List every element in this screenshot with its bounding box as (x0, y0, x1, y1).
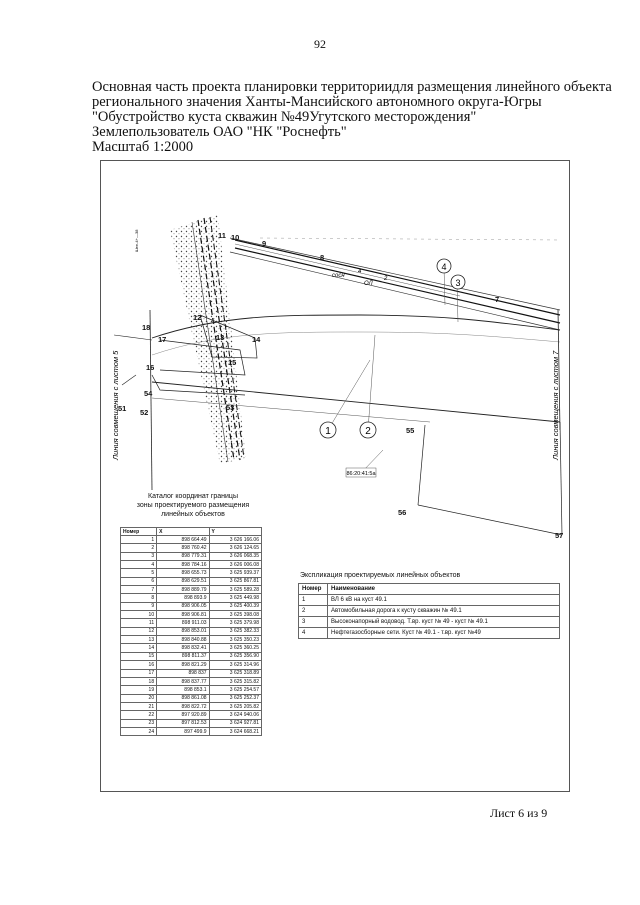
catalog-cell: 12 (121, 627, 157, 635)
catalog-cell: 897 812.53 (157, 719, 209, 727)
point-label-8: 8 (320, 253, 325, 262)
catalog-cell: 898 664.49 (157, 536, 209, 544)
catalog-cell: 898 811.37 (157, 652, 209, 660)
explication-body (299, 595, 560, 639)
svg-text:1: 1 (325, 426, 331, 437)
point-label-56: 56 (398, 508, 407, 517)
catalog-cell: 3 (121, 552, 157, 560)
explication-header-row (299, 584, 560, 595)
table-row (121, 561, 262, 569)
catalog-cell: 3 624 927.81 (209, 719, 261, 727)
explication-header-name: Наименование (328, 584, 560, 595)
document-title (92, 80, 612, 155)
table-row (299, 617, 560, 628)
catalog-cell: 13 (121, 636, 157, 644)
catalog-cell: 3 625 589.28 (209, 586, 261, 594)
catalog-cell: 898 853.01 (157, 627, 209, 635)
catalog-cell: 5 (121, 569, 157, 577)
catalog-cell: 19 (121, 686, 157, 694)
point-label-10: 10 (231, 233, 240, 242)
left-match-label: Линия совмещения с листом 5 (111, 350, 120, 460)
catalog-cell: 898 837 (157, 669, 209, 677)
catalog-cell: 898 861.08 (157, 694, 209, 702)
title-line-1: Основная часть проекта планировки территориидля размещения линейного объекта (92, 79, 612, 95)
catalog-cell: 898 832.41 (157, 644, 209, 652)
point-label-11: 11 (218, 231, 226, 240)
catalog-title-line-3: линейных объектов (161, 511, 225, 518)
svg-text:4: 4 (441, 262, 447, 272)
right-match-label: Линия совмещения с листом 7 (551, 350, 560, 460)
explication-cell: 4 (299, 628, 328, 639)
catalog-cell: 898 784.16 (157, 561, 209, 569)
catalog-cell: 898 629.51 (157, 577, 209, 585)
table-row (121, 627, 262, 635)
catalog-header-row (121, 528, 262, 536)
point-label-54: 53 (226, 403, 235, 412)
catalog-cell: 6 (121, 577, 157, 585)
catalog-cell: 898 822.72 (157, 702, 209, 710)
table-row (121, 719, 262, 727)
catalog-cell: 24 (121, 727, 157, 735)
table-row (121, 611, 262, 619)
point-label-12: 12 (193, 313, 202, 322)
line-mark-2: 2 (384, 276, 388, 282)
point-label-52: 52 (140, 408, 149, 417)
point-label-18: 18 (142, 323, 151, 332)
catalog-cell: 3 626 068.35 (209, 552, 261, 560)
catalog-cell: 897 499.9 (157, 727, 209, 735)
page-number: 92 (314, 37, 326, 51)
catalog-cell: 3 625 356.90 (209, 652, 261, 660)
parcel-label: 86:20:41:5а (346, 471, 376, 477)
point-label-7: 7 (495, 295, 500, 304)
catalog-cell: 11 (121, 619, 157, 627)
catalog-cell: 3 626 124.65 (209, 544, 261, 552)
explication-cell: ВЛ 6 кВ на куст 49.1 (328, 595, 560, 606)
catalog-cell: 897 920.89 (157, 711, 209, 719)
catalog-cell: 3 626 006.08 (209, 561, 261, 569)
catalog-header-number: Номер (121, 528, 157, 536)
catalog-cell: 3 625 400.39 (209, 602, 261, 610)
title-line-4: Землепользователь ОАО "НК "Роснефть" (92, 124, 347, 140)
table-row (121, 644, 262, 652)
explication-cell: 2 (299, 606, 328, 617)
title-line-3: "Обустройство куста скважин №49Угутского месторождения" (92, 109, 477, 125)
catalog-cell: 10 (121, 611, 157, 619)
catalog-cell: 3 625 314.96 (209, 661, 261, 669)
table-row (121, 544, 262, 552)
point-label-9: 9 (262, 239, 267, 248)
point-label-55: 55 (406, 426, 415, 435)
table-row (121, 536, 262, 544)
catalog-cell: 3 625 360.25 (209, 644, 261, 652)
catalog-cell: 898 655.73 (157, 569, 209, 577)
catalog-cell: 1 (121, 536, 157, 544)
point-label-17: 17 (158, 335, 167, 344)
catalog-body (121, 536, 262, 736)
catalog-cell: 898 837.77 (157, 677, 209, 685)
explication-cell: Автомобильная дорога к кусту скважин № 49.1 (328, 606, 560, 617)
explication-title: Экспликация проектируемых линейных объектов (300, 572, 461, 579)
catalog-cell: 3 624 668.21 (209, 727, 261, 735)
table-row (121, 569, 262, 577)
table-row (121, 652, 262, 660)
catalog-cell: 3 625 449.98 (209, 594, 261, 602)
table-row (121, 694, 262, 702)
north-mark: Шен-4+—38 (134, 229, 139, 252)
catalog-cell: 4 (121, 561, 157, 569)
catalog-cell: 898 853.1 (157, 686, 209, 694)
table-row (121, 711, 262, 719)
catalog-cell: 898 906.05 (157, 602, 209, 610)
explication-header-number: Номер (299, 584, 328, 595)
table-row (121, 702, 262, 710)
catalog-cell: 15 (121, 652, 157, 660)
catalog-cell: 20 (121, 694, 157, 702)
table-row (121, 661, 262, 669)
catalog-cell: 21 (121, 702, 157, 710)
line-mark-sosn: сосн (332, 273, 345, 279)
catalog-header-x: X (157, 528, 209, 536)
table-row (121, 586, 262, 594)
point-label-13: 13 (216, 333, 225, 342)
explication-cell: Высоконапорный водовод. Т.вр. куст № 49 - куст № 49.1 (328, 617, 560, 628)
svg-text:3: 3 (455, 278, 461, 288)
point-label-16: 16 (146, 363, 155, 372)
catalog-cell: 3 625 398.08 (209, 611, 261, 619)
table-row (121, 619, 262, 627)
catalog-cell: 8 (121, 594, 157, 602)
catalog-cell: 898 779.31 (157, 552, 209, 560)
table-row (121, 686, 262, 694)
point-label-15: 15 (228, 358, 237, 367)
point-label-51: 51 (118, 404, 127, 413)
table-row (299, 595, 560, 606)
catalog-cell: 3 625 867.81 (209, 577, 261, 585)
table-row (121, 577, 262, 585)
sheet-label: Лист 6 из 9 (490, 806, 548, 820)
catalog-cell: 3 625 252.37 (209, 694, 261, 702)
catalog-cell: 14 (121, 644, 157, 652)
catalog-header-y: Y (209, 528, 261, 536)
catalog-cell: 898 760.42 (157, 544, 209, 552)
catalog-cell: 898 889.79 (157, 586, 209, 594)
catalog-cell: 3 625 350.23 (209, 636, 261, 644)
catalog-cell: 3 625 318.89 (209, 669, 261, 677)
catalog-cell: 898 911.03 (157, 619, 209, 627)
line-mark-ol: ОЛ (364, 281, 373, 287)
title-line-5: Масштаб 1:2000 (92, 139, 194, 155)
explication-cell: 3 (299, 617, 328, 628)
catalog-cell: 898 840.88 (157, 636, 209, 644)
table-row (121, 594, 262, 602)
catalog-cell: 898 893.9 (157, 594, 209, 602)
explication-cell: Нефтегазосборные сети. Куст № 49.1 - т.вр. куст №49 (328, 628, 560, 639)
table-row (121, 636, 262, 644)
catalog-title-line-1: Каталог координат границы (148, 493, 238, 500)
catalog-cell: 9 (121, 602, 157, 610)
catalog-cell: 3 624 940.06 (209, 711, 261, 719)
explication-cell: 1 (299, 595, 328, 606)
catalog-cell: 898 906.81 (157, 611, 209, 619)
catalog-title (108, 492, 278, 519)
title-line-2: регионального значения Ханты-Мансийского автономного округа-Югры (92, 94, 542, 110)
coordinates-catalog-table (120, 527, 262, 736)
table-row (121, 669, 262, 677)
explication-table (298, 583, 560, 639)
table-row (121, 727, 262, 735)
catalog-title-line-2: зоны проектируемого размещения (136, 502, 250, 509)
catalog-cell: 898 821.29 (157, 661, 209, 669)
catalog-cell: 2 (121, 544, 157, 552)
table-row (121, 602, 262, 610)
table-row (121, 677, 262, 685)
catalog-cell: 3 625 315.82 (209, 677, 261, 685)
point-label-14: 14 (252, 335, 261, 344)
point-label-53: 54 (144, 389, 153, 398)
point-label-57: 57 (555, 531, 564, 540)
catalog-cell: 7 (121, 586, 157, 594)
catalog-cell: 17 (121, 669, 157, 677)
table-row (299, 628, 560, 639)
catalog-cell: 16 (121, 661, 157, 669)
catalog-cell: 3 625 379.98 (209, 619, 261, 627)
table-row (299, 606, 560, 617)
svg-text:2: 2 (365, 426, 371, 437)
table-row (121, 552, 262, 560)
catalog-cell: 23 (121, 719, 157, 727)
catalog-cell: 3 626 166.06 (209, 536, 261, 544)
catalog-cell: 3 625 939.37 (209, 569, 261, 577)
catalog-cell: 18 (121, 677, 157, 685)
catalog-cell: 3 625 382.33 (209, 627, 261, 635)
catalog-cell: 22 (121, 711, 157, 719)
line-mark-4: 4 (358, 269, 362, 275)
catalog-cell: 3 625 205.82 (209, 702, 261, 710)
catalog-cell: 3 625 254.57 (209, 686, 261, 694)
